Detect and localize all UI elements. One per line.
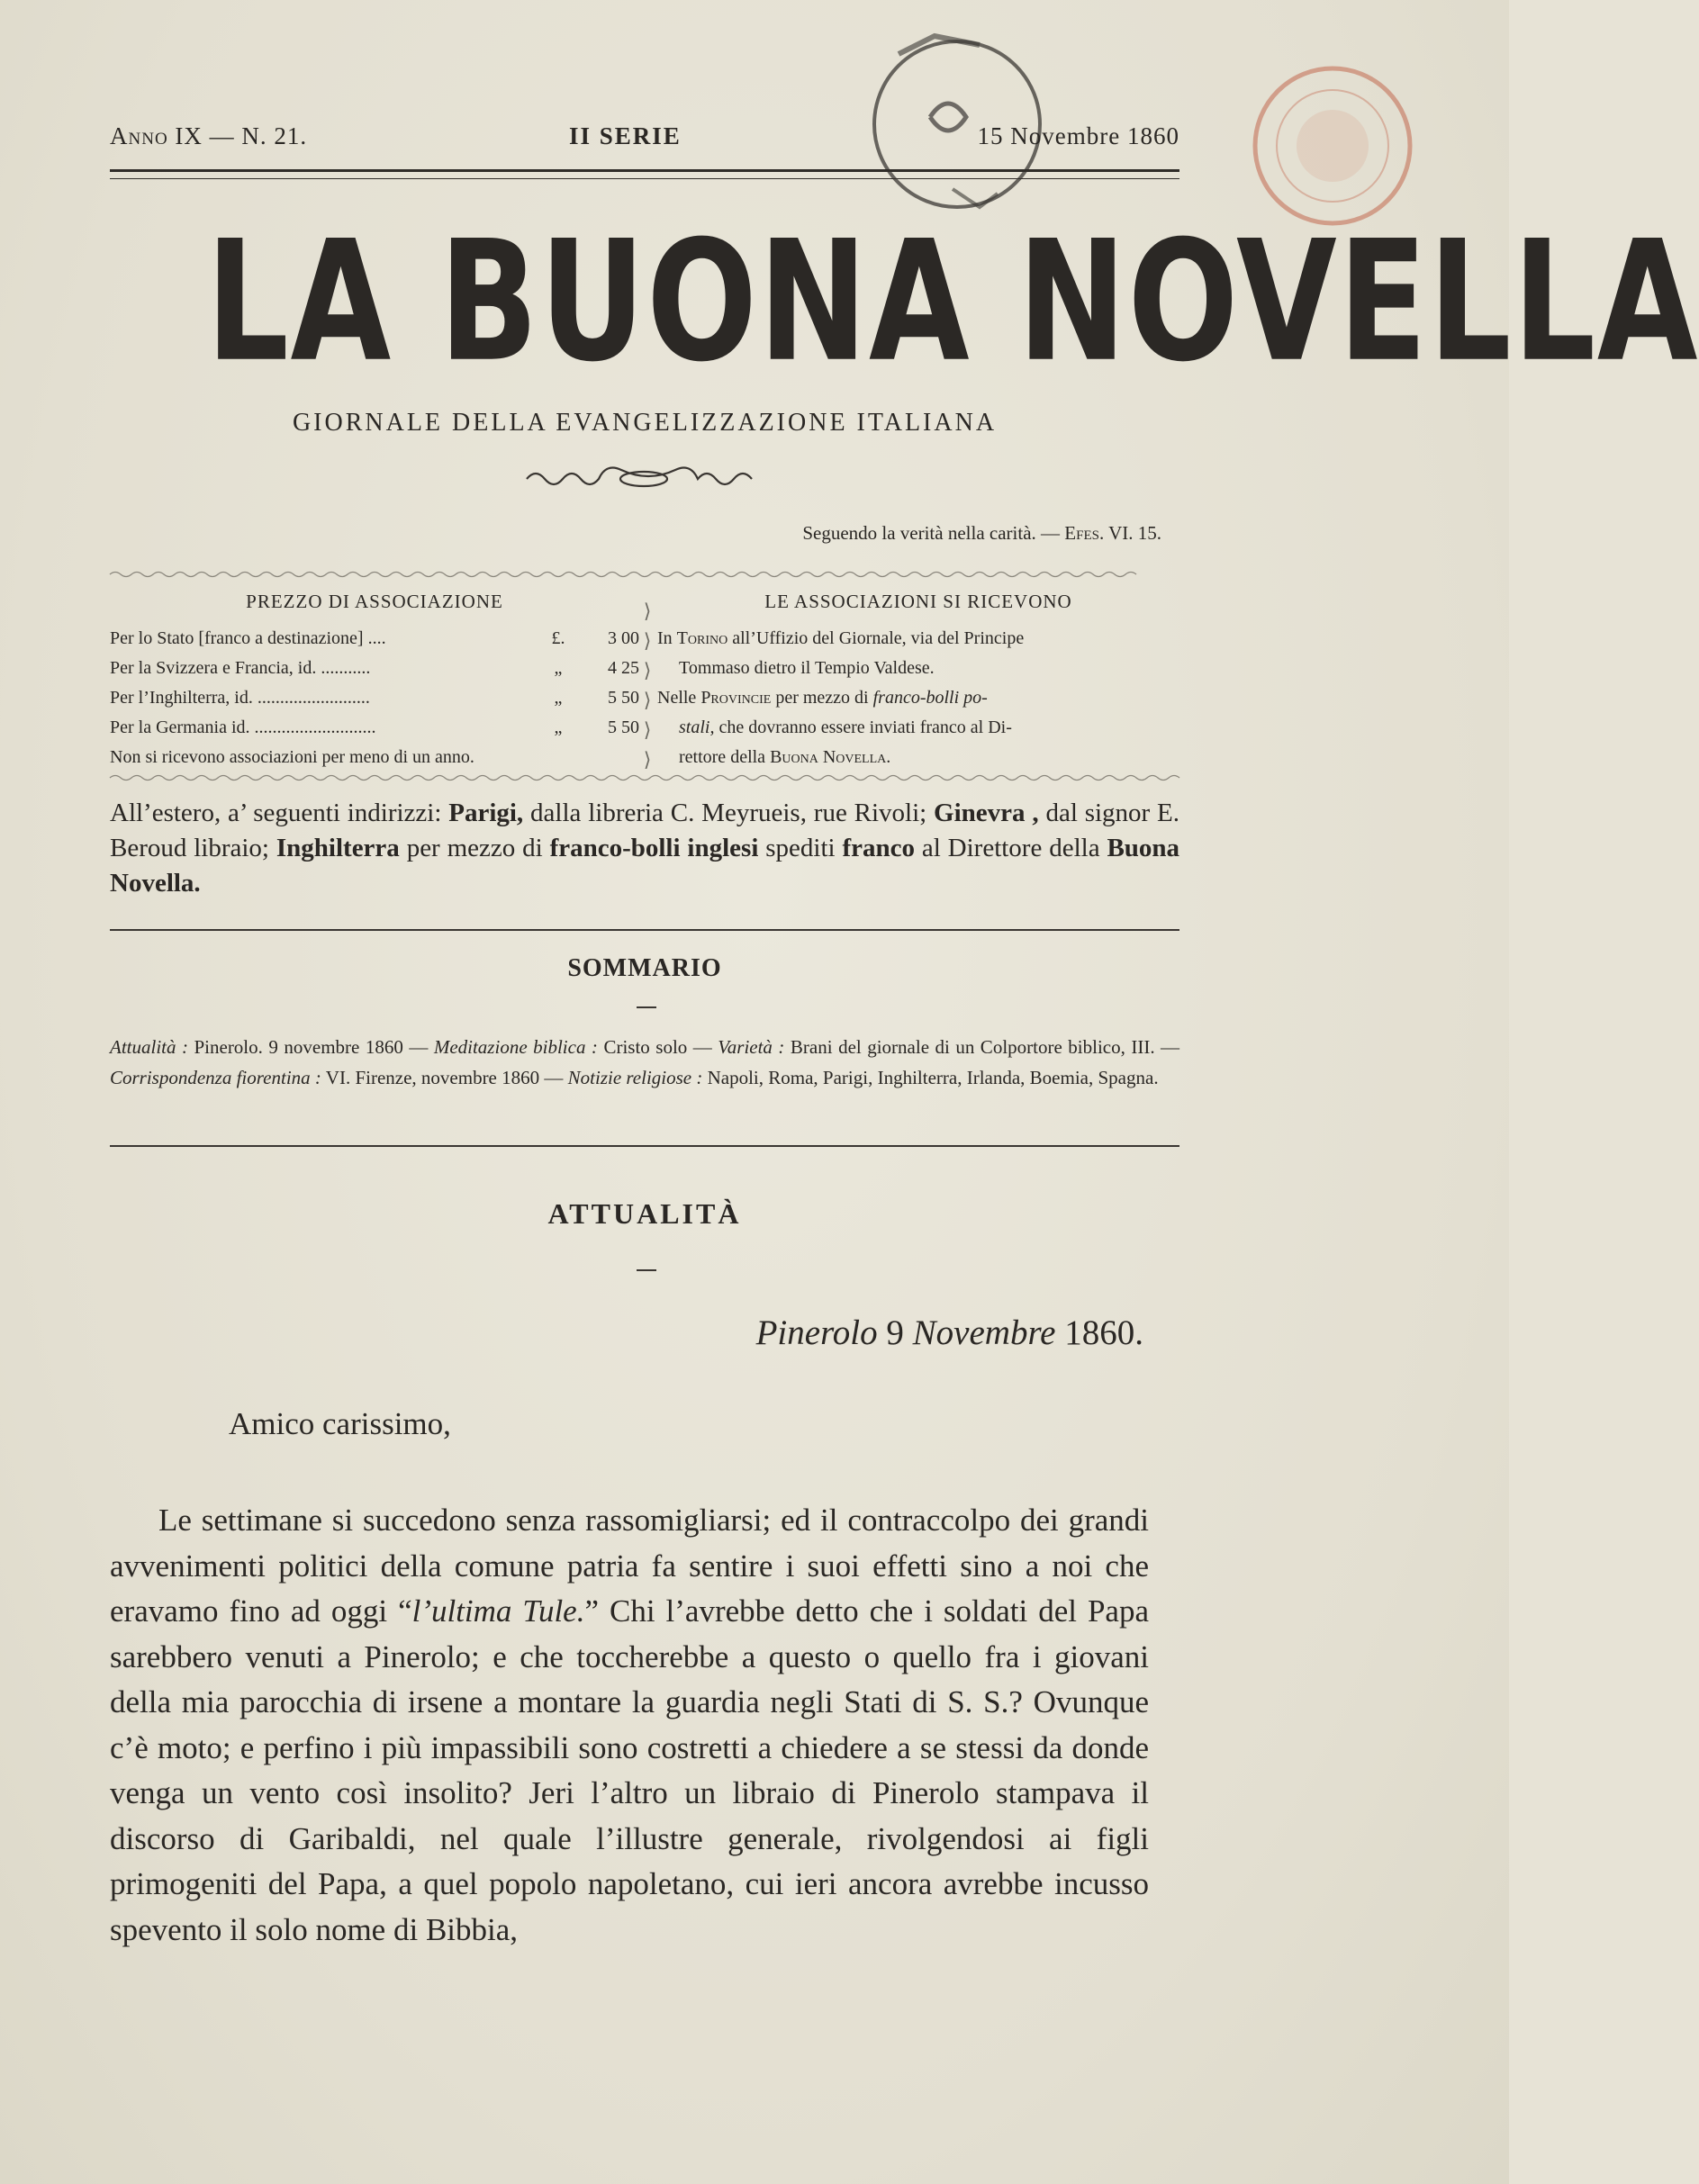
receive-line: Nelle Provincie per mezzo di franco-bolli po- [657, 688, 988, 708]
section-rule [110, 1145, 1179, 1147]
price-row: Per la Germania id. ........................... „ 5 50 [110, 717, 639, 737]
paragraph: Le settimane si succedono senza rassomigliarsi; ed il contraccolpo dei grandi avvenimenti politici della comune patria fa sentire i suoi effetti sino a noi che eravamo fino ad oggi “l’ultima Tule.” Chi l’avrebbe detto che i soldati del Papa sarebbero venuti a Pinerolo; e che toccherebbe a questo o quello fra i giovani della mia parocchia di irsene a montare la guardia negli Stati di S. S.? Ovunque c’è moto; e perfino i più impassibili sono costretti a chiedere a se stessi da donde venga un vento così insolito? Jeri l’altro un libraio di Pinerolo stampava il discorso di Garibaldi, nel quale l’illustre generale, rivolgendosi ai figli primogeniti del Papa, a quel popolo napoletano, cui ieri ancora avrebbe incusso spevento il solo nome di Bibbia, [110, 1503, 1150, 1947]
brace-divider: ⟩ ⟩ ⟩ ⟩ ⟩ ⟩ [643, 600, 652, 771]
receive-line: In Torino all’Uffizio del Giornale, via del Principe [657, 628, 1025, 648]
wavy-rule-top [110, 569, 1179, 580]
receive-line: Tommaso dietro il Tempio Valdese. [679, 658, 935, 678]
summary-text: Attualità : Pinerolo. 9 novembre 1860 — Meditazione biblica : Cristo solo — Varietà : Brani del giornale di un Colportore biblico, III. — Corrispondenza fiorentina : VI. Firenze, novembre 1860 — Notizie religiose : Napoli, Roma, Parigi, Inghilterra, Irlanda, Boemia, Spagna. [110, 1036, 1180, 1088]
postmark-stamp [845, 18, 1070, 225]
ornament-flourish [522, 461, 765, 497]
subscription-block [110, 591, 1179, 771]
masthead-topline [110, 122, 1179, 158]
salutation: Amico carissimo, [229, 1406, 451, 1441]
motto-text: Seguendo la verità nella carità. — [802, 522, 1061, 544]
article-heading: ATTUALITÀ [547, 1197, 742, 1230]
summary-heading: SOMMARIO [567, 954, 722, 982]
article-body [110, 1498, 1149, 1953]
motto [802, 522, 1161, 545]
article-dateline: Pinerolo 9 Novembre 1860. [755, 1313, 1143, 1352]
price-table [110, 591, 639, 772]
newspaper-subtitle: GIORNALE DELLA EVANGELIZZAZIONE ITALIANA [292, 409, 998, 437]
short-dash [637, 1269, 656, 1271]
motto-reference: Efes. VI. 15. [1064, 522, 1161, 544]
price-row: Per l’Inghilterra, id. ......................... „ 5 50 [110, 688, 639, 708]
wavy-rule-bottom [110, 772, 1179, 783]
receive-info [657, 591, 1179, 772]
receive-line: rettore della Buona Novella. [679, 747, 891, 767]
receive-heading: LE ASSOCIAZIONI SI RICEVONO [764, 591, 1072, 612]
issue-date: 15 Novembre 1860 [977, 122, 1179, 149]
price-row: Per lo Stato [franco a destinazione] .... £. 3 00 [110, 628, 639, 648]
price-heading: PREZZO DI ASSOCIAZIONE [246, 591, 503, 612]
section-rule [110, 929, 1179, 931]
masthead-rule [110, 169, 1179, 179]
receive-line: stali, che dovranno essere inviati franco al Di- [679, 717, 1012, 737]
price-note: Non si ricevono associazioni per meno di un anno. [110, 747, 474, 767]
issue-number: Anno IX — N. 21. [110, 122, 308, 149]
newspaper-title: LA BUONA NOVELLA [205, 204, 1699, 399]
foreign-addresses: All’estero, a’ seguenti indirizzi: Parigi, dalla libreria C. Meyrueis, rue Rivoli; Ginevra , dal signor E. Beroud libraio; Inghilterra per mezzo di franco-bolli inglesi spediti franco al Direttore della Buona Novella. [110, 799, 1180, 898]
price-row: Per la Svizzera e Francia, id. ........... „ 4 25 [110, 658, 639, 678]
short-dash [637, 1006, 656, 1008]
series-label: II SERIE [569, 122, 682, 149]
